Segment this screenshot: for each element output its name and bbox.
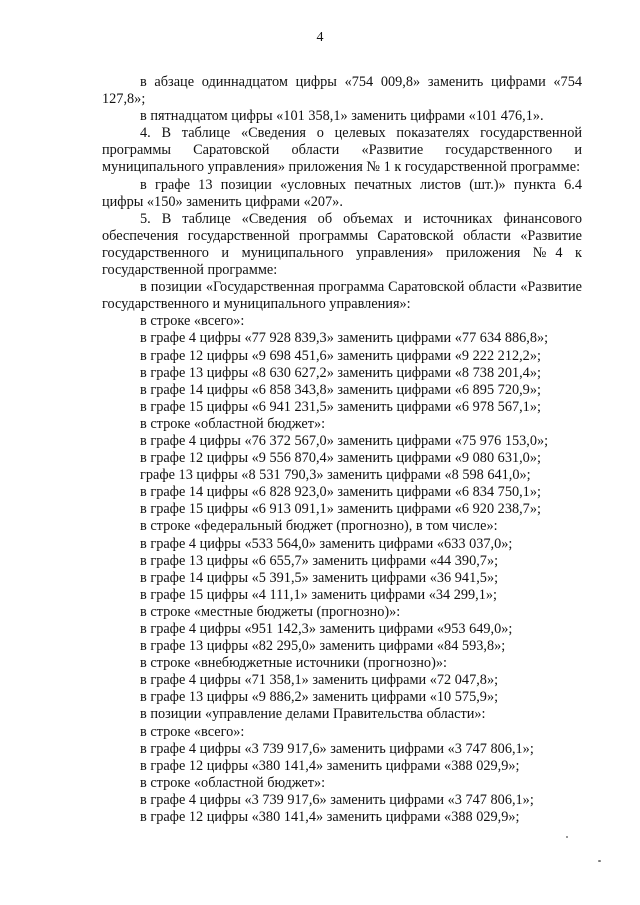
text-line: в графе 4 цифры «3 739 917,6» заменить цифрами «3 747 806,1»; xyxy=(140,740,534,757)
text-line: в графе 15 цифры «6 913 091,1» заменить цифрами «6 920 238,7»; xyxy=(140,501,541,518)
paragraph-item-5: 5. В таблице «Сведения об объемах и источниках финансового обеспечения государственной программы Саратовской области «Развитие государственного и муниципального управления» приложения №4 к государственной программе: xyxy=(102,210,582,279)
text-line: в графе 14 цифры «6 828 923,0» заменить цифрами «6 834 750,1»; xyxy=(140,484,541,501)
text-line: в графе 13 цифры «6 655,7» заменить цифрами «44 390,7»; xyxy=(140,552,499,569)
text-line: в графе 13 цифры «8 630 627,2» заменить цифрами «8 738 201,4»; xyxy=(140,364,541,381)
text-line: в графе 14 цифры «6 858 343,8» заменить цифрами «6 895 720,9»; xyxy=(140,381,541,398)
text-line: в графе 12 цифры «380 141,4» заменить цифрами «388 029,9»; xyxy=(140,809,520,826)
text-line: в графе 4 цифры «71 358,1» заменить цифрами «72 047,8»; xyxy=(140,672,499,689)
scan-speck xyxy=(566,836,568,838)
text-line: в строке «всего»: xyxy=(140,313,245,330)
text-line: в позиции «управление делами Правительства области»: xyxy=(140,706,486,723)
text-line: в графе 4 цифры «77 928 839,3» заменить цифрами «77 634 886,8»; xyxy=(140,330,549,347)
document-body xyxy=(102,74,582,826)
text-line: в строке «областной бюджет»: xyxy=(140,774,326,791)
text-line: графе 13 цифры «8 531 790,3» заменить цифрами «8 598 641,0»; xyxy=(140,467,531,484)
paragraph-abzac-15: в пятнадцатом цифры «101 358,1» заменить цифрами «101 476,1». xyxy=(140,108,544,125)
text-line: в графе 4 цифры «533 564,0» заменить цифрами «633 037,0»; xyxy=(140,535,513,552)
paragraph-abzac-11: в абзаце одиннадцатом цифры «754 009,8» заменить цифрами «754 127,8»; xyxy=(102,74,582,108)
paragraph-position-program: в позиции «Государственная программа Саратовской области «Развитие государственного и муниципального управления»: xyxy=(102,279,582,313)
text-line: в строке «всего»: xyxy=(140,723,245,740)
text-line: в строке «областной бюджет»: xyxy=(140,415,326,432)
page-number: 4 xyxy=(316,30,324,45)
scan-speck xyxy=(598,860,601,862)
paragraph-grafa-13: в графе 13 позиции «условных печатных листов (шт.)» пункта 6.4 цифры «150» заменить цифрами «207». xyxy=(102,176,582,210)
text-line: в графе 14 цифры «5 391,5» заменить цифрами «36 941,5»; xyxy=(140,569,499,586)
text-line: в графе 15 цифры «4 111,1» заменить цифрами «34 299,1»; xyxy=(140,586,498,603)
text-line: в графе 13 цифры «9 886,2» заменить цифрами «10 575,9»; xyxy=(140,689,499,706)
paragraph-item-4: 4. В таблице «Сведения о целевых показателях государственной программы Саратовской области «Развитие государственного и муниципального управления» приложения № 1 к государственной программе: xyxy=(102,125,582,176)
text-line: в графе 15 цифры «6 941 231,5» заменить цифрами «6 978 567,1»; xyxy=(140,398,541,415)
text-line: в графе 12 цифры «9 556 870,4» заменить цифрами «9 080 631,0»; xyxy=(140,450,541,467)
text-line: в графе 4 цифры «951 142,3» заменить цифрами «953 649,0»; xyxy=(140,621,513,637)
text-line: в графе 12 цифры «9 698 451,6» заменить цифрами «9 222 212,2»; xyxy=(140,347,541,364)
text-line: в строке «федеральный бюджет (прогнозно), в том числе»: xyxy=(140,518,498,535)
text-line: в строке «внебюджетные источники (прогнозно)»: xyxy=(140,655,447,672)
text-line: в графе 13 цифры «82 295,0» заменить цифрами «84 593,8»; xyxy=(140,638,506,655)
text-line: в графе 4 цифры «3 739 917,6» заменить цифрами «3 747 806,1»; xyxy=(140,791,534,808)
text-line: в графе 12 цифры «380 141,4» заменить цифрами «388 029,9»; xyxy=(140,757,520,774)
text-line: в строке «местные бюджеты (прогнозно)»: xyxy=(140,603,401,620)
text-line: в графе 4 цифры «76 372 567,0» заменить цифрами «75 976 153,0»; xyxy=(140,432,549,449)
